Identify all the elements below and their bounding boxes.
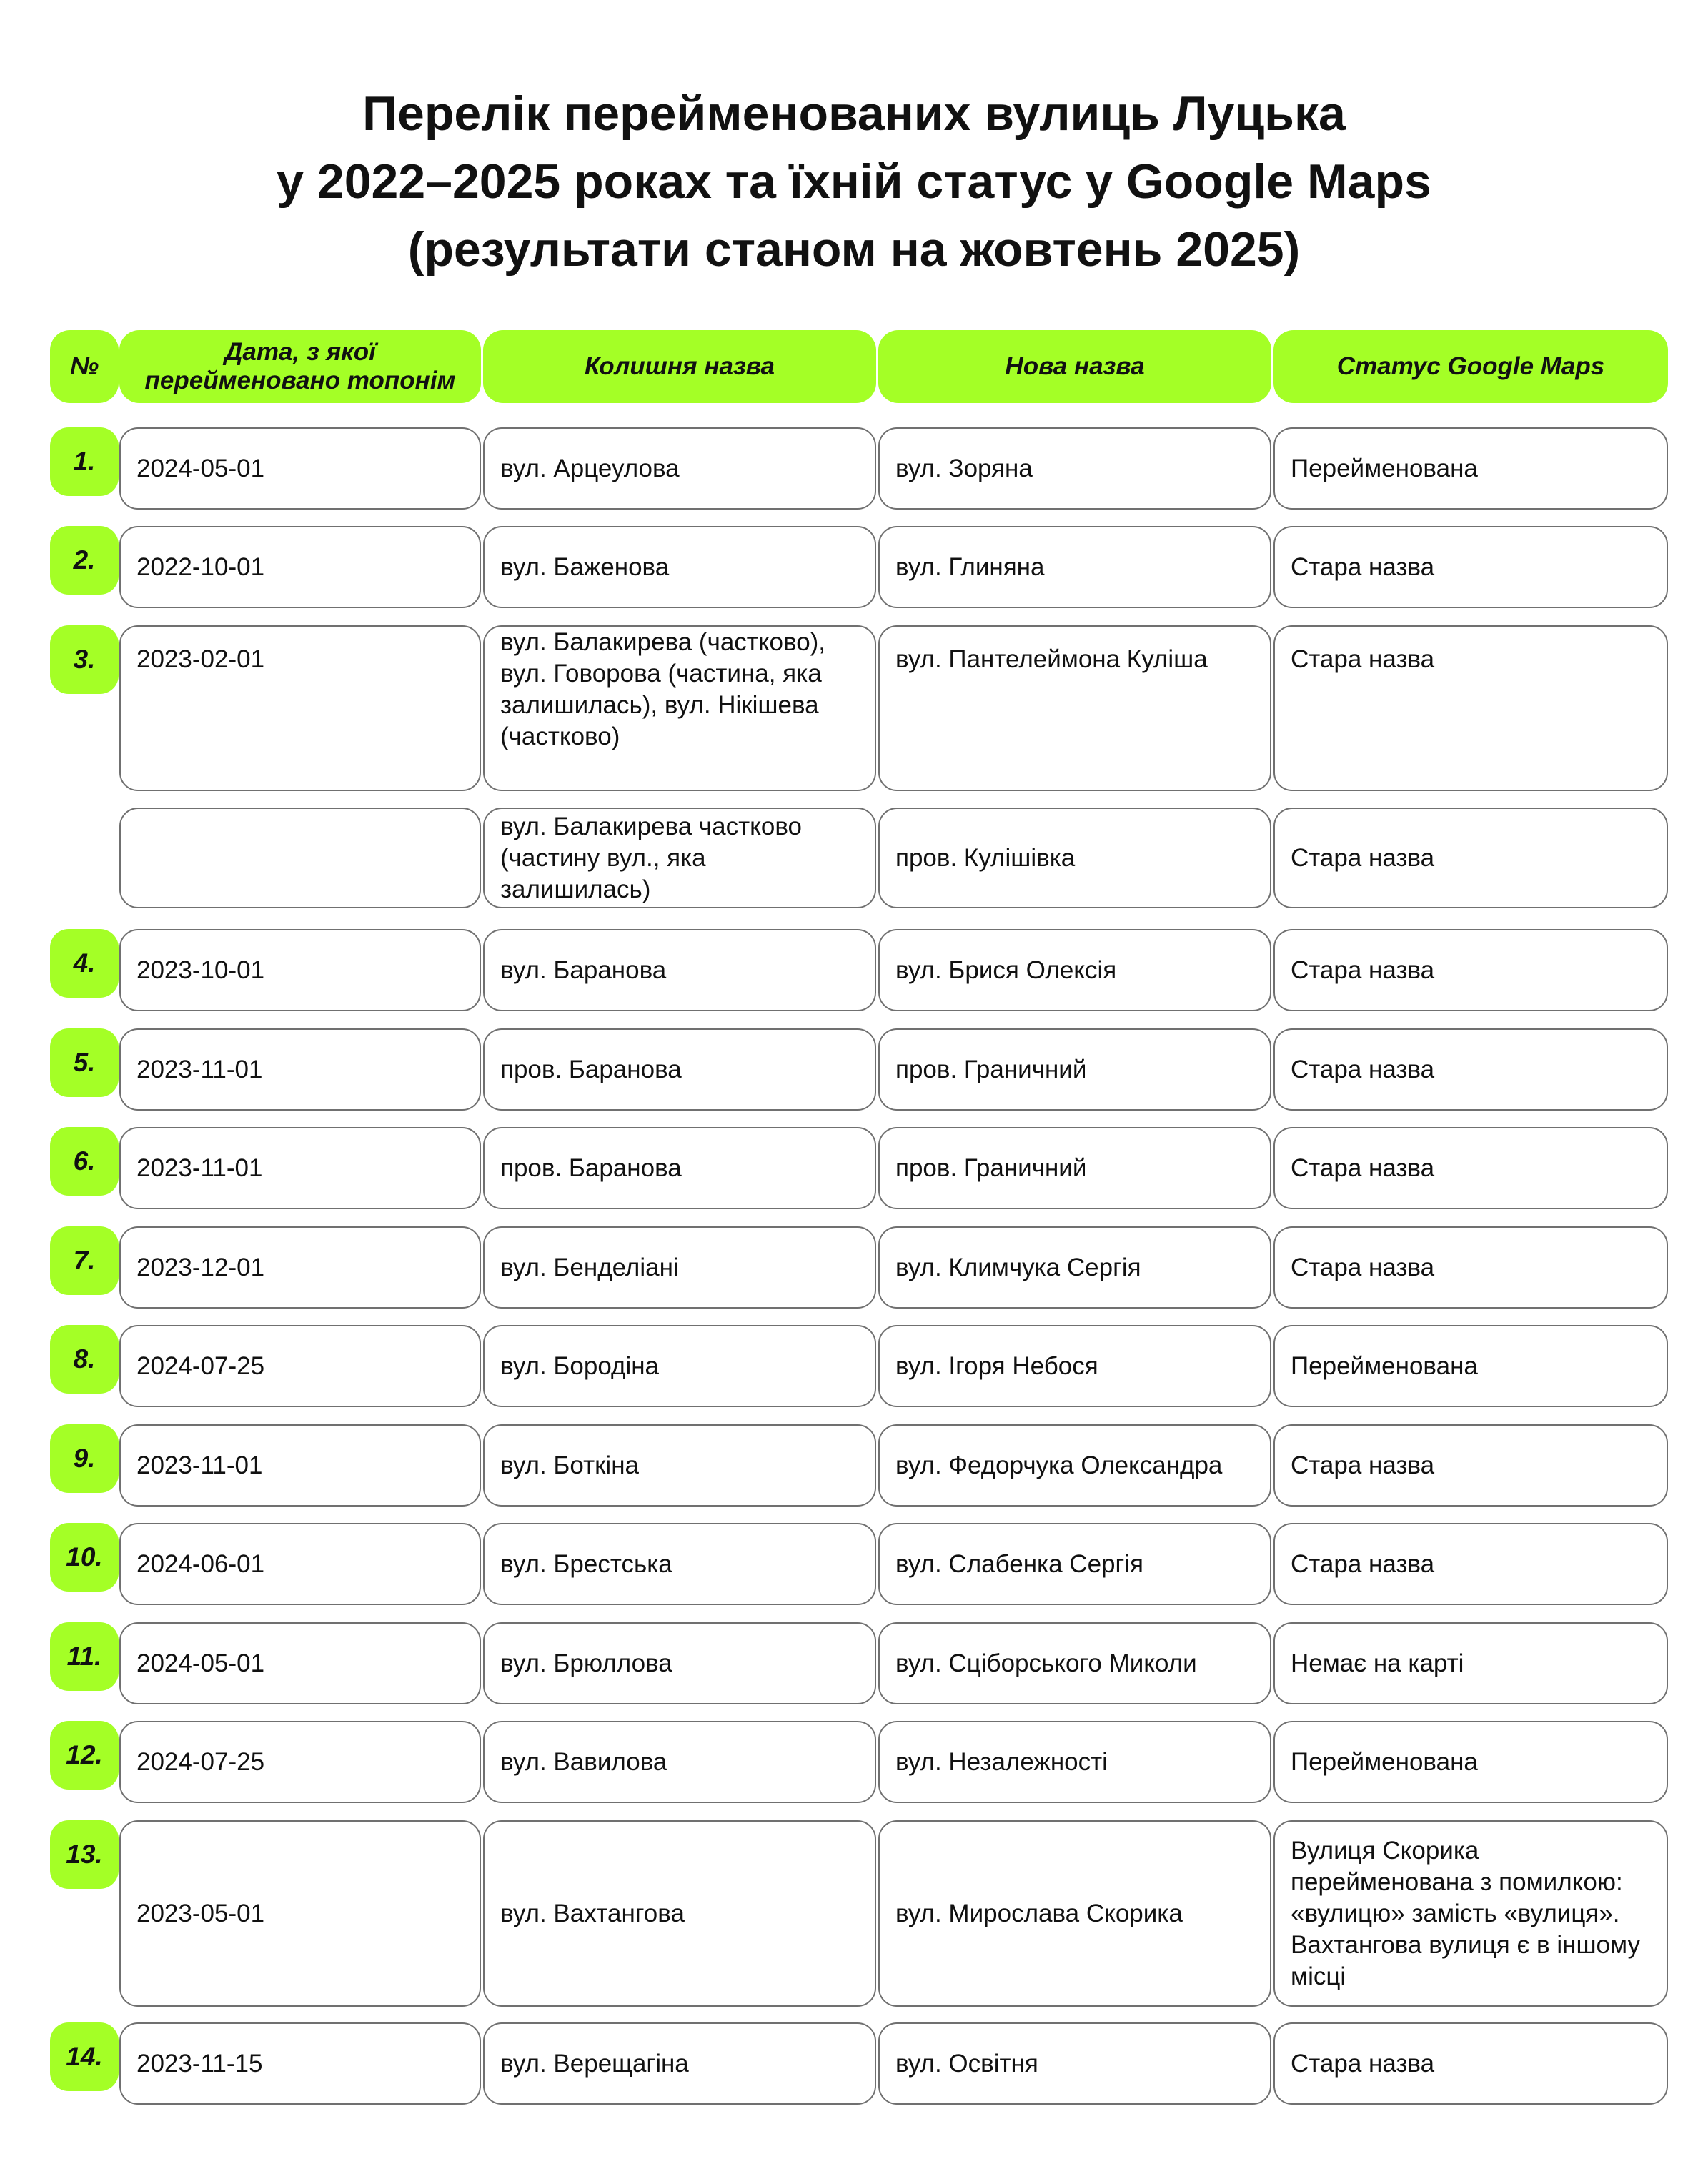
old-name-cell-text: вул. Верещагіна [500,2049,689,2078]
old-name-cell-text: вул. Бородіна [500,1351,660,1380]
old-name-cell-text: вул. Балакирева частково (частину вул., яка залишилась) [500,812,802,903]
status-cell-text: Стара назва [1291,956,1435,984]
status-cell-text: Немає на карті [1291,1649,1464,1677]
header-old-name: Колишня назва [483,330,876,403]
old-name-cell-text: вул. Арцеулова [500,454,680,482]
page-title [0,80,1708,284]
new-name-cell-text: вул. Климчука Сергія [895,1253,1141,1281]
row-number-badge: 11. [50,1622,119,1691]
title-line-1: Перелік перейменованих вулиць Луцька [362,86,1346,141]
old-name-cell [483,1325,876,1407]
old-name-cell [483,1424,876,1507]
status-cell-text: Стара назва [1291,645,1435,673]
status-cell-text: Перейменована [1291,454,1478,482]
row-number-badge: 10. [50,1523,119,1592]
date-cell-text: 2024-06-01 [136,1549,265,1578]
old-name-cell [483,808,876,908]
title-line-3: (результати станом на жовтень 2025) [407,222,1301,277]
old-name-cell-text: вул. Баженова [500,552,670,581]
old-name-cell [483,1028,876,1111]
old-name-cell [483,2022,876,2105]
status-cell-text: Стара назва [1291,1451,1435,1479]
new-name-cell-text: вул. Зоряна [895,454,1033,482]
status-cell [1273,2022,1668,2105]
date-cell [119,1721,481,1803]
status-cell [1273,1028,1668,1111]
row-number-badge: 6. [50,1127,119,1196]
header-number: № [50,330,119,403]
old-name-cell-text: вул. Брестська [500,1549,672,1578]
status-cell-text: Стара назва [1291,1055,1435,1083]
new-name-cell [878,1028,1271,1111]
new-name-cell-text: вул. Ігоря Небося [895,1351,1098,1380]
date-cell-text: 2022-10-01 [136,552,265,581]
new-name-cell [878,625,1271,791]
row-number-badge: 3. [50,625,119,694]
status-cell-text: Стара назва [1291,1253,1435,1281]
date-cell [119,1622,481,1704]
status-cell-text: Вулиця Скорика перейменована з помилкою: «вулицю» замість «вулиця». Вахтангова вулиця є в іншому місці [1291,1836,1640,1990]
new-name-cell [878,1226,1271,1309]
new-name-cell [878,1820,1271,2007]
date-cell-text: 2023-11-15 [136,2049,263,2078]
status-cell [1273,427,1668,510]
status-cell-text: Стара назва [1291,1549,1435,1578]
row-number-badge: 4. [50,929,119,998]
old-name-cell [483,1721,876,1803]
header-new-name: Нова назва [878,330,1271,403]
old-name-cell-text: вул. Боткіна [500,1451,640,1479]
new-name-cell [878,1424,1271,1507]
status-cell [1273,625,1668,791]
status-cell-text: Стара назва [1291,552,1435,581]
date-cell-text: 2023-11-01 [136,1451,263,1479]
new-name-cell-text: вул. Освітня [895,2049,1038,2078]
status-cell [1273,929,1668,1011]
status-cell [1273,1325,1668,1407]
new-name-cell-text: вул. Мирослава Скорика [895,1899,1183,1927]
date-cell-text: 2024-05-01 [136,454,265,482]
old-name-cell [483,1523,876,1605]
new-name-cell [878,526,1271,608]
row-number-badge: 5. [50,1028,119,1097]
date-cell-text: 2023-12-01 [136,1253,265,1281]
date-cell-text: 2023-11-01 [136,1153,263,1182]
old-name-cell [483,1820,876,2007]
date-cell [119,427,481,510]
row-number-badge: 13. [50,1820,119,1889]
date-cell-text: 2024-07-25 [136,1747,265,1776]
date-cell [119,1226,481,1309]
status-cell [1273,1424,1668,1507]
date-cell [119,929,481,1011]
new-name-cell [878,427,1271,510]
old-name-cell [483,625,876,791]
old-name-cell-text: вул. Бенделіані [500,1253,679,1281]
date-cell [119,625,481,791]
new-name-cell-text: вул. Незалежності [895,1747,1108,1776]
new-name-cell [878,1127,1271,1209]
date-cell [119,1820,481,2007]
row-number-badge: 1. [50,427,119,496]
date-cell-text: 2023-05-01 [136,1899,265,1927]
status-cell [1273,808,1668,908]
new-name-cell-text: вул. Слабенка Сергія [895,1549,1144,1578]
date-cell [119,1523,481,1605]
header-date: Дата, з якої перейменовано топонім [119,330,481,403]
old-name-cell-text: пров. Баранова [500,1153,682,1182]
date-cell-text: 2024-07-25 [136,1351,265,1380]
new-name-cell-text: пров. Кулішівка [895,843,1076,872]
new-name-cell-text: пров. Граничний [895,1055,1087,1083]
date-cell [119,1028,481,1111]
status-cell-text: Стара назва [1291,843,1435,872]
new-name-cell [878,1721,1271,1803]
new-name-cell-text: вул. Федорчука Олександра [895,1451,1223,1479]
date-cell-text: 2023-11-01 [136,1055,263,1083]
status-cell [1273,1820,1668,2007]
status-cell [1273,526,1668,608]
status-cell-text: Стара назва [1291,2049,1435,2078]
new-name-cell-text: вул. Сціборського Миколи [895,1649,1197,1677]
new-name-cell [878,808,1271,908]
row-number-badge: 14. [50,2022,119,2091]
new-name-cell-text: вул. Глиняна [895,552,1045,581]
date-cell [119,526,481,608]
date-cell [119,1127,481,1209]
status-cell [1273,1226,1668,1309]
status-cell [1273,1721,1668,1803]
row-number-badge: 7. [50,1226,119,1295]
date-cell [119,808,481,908]
old-name-cell-text: пров. Баранова [500,1055,682,1083]
row-number-badge: 2. [50,526,119,595]
old-name-cell [483,1622,876,1704]
date-cell [119,1424,481,1507]
row-number-badge: 12. [50,1721,119,1790]
old-name-cell-text: вул. Баранова [500,956,667,984]
new-name-cell-text: пров. Граничний [895,1153,1087,1182]
old-name-cell [483,427,876,510]
new-name-cell [878,1523,1271,1605]
new-name-cell [878,1622,1271,1704]
date-cell-text: 2023-02-01 [136,645,265,673]
old-name-cell [483,1127,876,1209]
new-name-cell-text: вул. Пантелеймона Куліша [895,645,1208,673]
row-number-badge: 8. [50,1325,119,1394]
new-name-cell [878,1325,1271,1407]
date-cell [119,2022,481,2105]
status-cell [1273,1523,1668,1605]
date-cell-text: 2024-05-01 [136,1649,265,1677]
status-cell-text: Перейменована [1291,1747,1478,1776]
new-name-cell [878,2022,1271,2105]
status-cell-text: Стара назва [1291,1153,1435,1182]
old-name-cell [483,1226,876,1309]
header-status: Статус Google Maps [1273,330,1668,403]
date-cell-text: 2023-10-01 [136,956,265,984]
old-name-cell-text: вул. Брюллова [500,1649,672,1677]
old-name-cell-text: вул. Вавилова [500,1747,667,1776]
old-name-cell [483,929,876,1011]
status-cell [1273,1127,1668,1209]
status-cell-text: Перейменована [1291,1351,1478,1380]
status-cell [1273,1622,1668,1704]
old-name-cell-text: вул. Балакирева (частково), вул. Говорова (частина, яка залишилась), вул. Нікішева (частково) [500,628,826,750]
row-number-badge: 9. [50,1424,119,1493]
title-line-2: у 2022–2025 роках та їхній статус у Google Maps [277,154,1431,209]
new-name-cell-text: вул. Брися Олексія [895,956,1117,984]
new-name-cell [878,929,1271,1011]
date-cell [119,1325,481,1407]
old-name-cell [483,526,876,608]
old-name-cell-text: вул. Вахтангова [500,1899,685,1927]
